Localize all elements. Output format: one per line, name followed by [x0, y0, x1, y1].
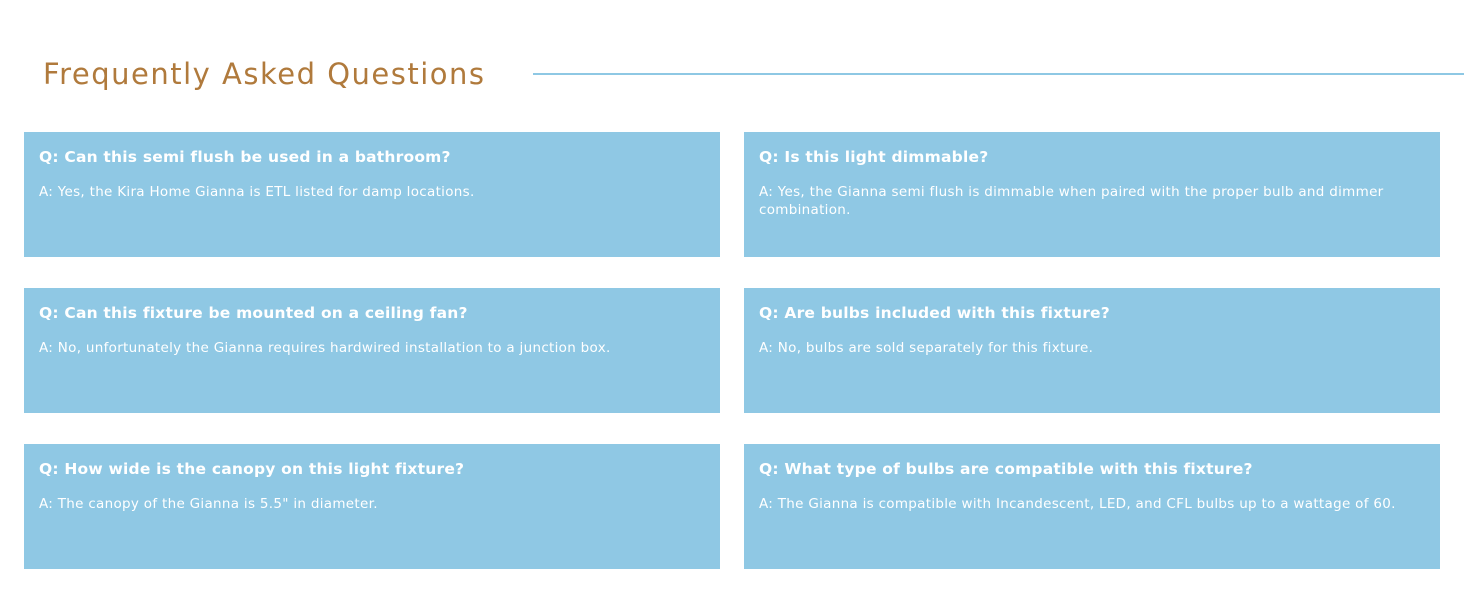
faq-card-bulbs-included [744, 288, 1440, 413]
faq-title: Frequently Asked Questions [43, 57, 486, 91]
faq-question: Q: Can this semi flush be used in a bathroom? [39, 148, 451, 166]
faq-question: Q: How wide is the canopy on this light fixture? [39, 460, 465, 478]
faq-answer: A: Yes, the Kira Home Gianna is ETL listed for damp locations. [39, 184, 475, 200]
faq-card-ceiling-fan [24, 288, 720, 413]
faq-card-canopy-width [24, 444, 720, 569]
faq-answer: A: No, bulbs are sold separately for this fixture. [759, 340, 1094, 356]
faq-header [0, 0, 1464, 132]
title-divider [533, 73, 1464, 75]
faq-answer: A: No, unfortunately the Gianna requires hardwired installation to a junction box. [39, 340, 611, 356]
faq-answer: A: The canopy of the Gianna is 5.5" in diameter. [39, 496, 378, 512]
faq-card-dimmable [744, 132, 1440, 257]
faq-question: Q: Is this light dimmable? [759, 148, 989, 166]
faq-question: Q: Can this fixture be mounted on a ceiling fan? [39, 304, 468, 322]
faq-question: Q: Are bulbs included with this fixture? [759, 304, 1110, 322]
faq-question: Q: What type of bulbs are compatible with this fixture? [759, 460, 1253, 478]
faq-grid [24, 132, 1440, 569]
faq-card-bulb-compatibility [744, 444, 1440, 569]
faq-card-bathroom [24, 132, 720, 257]
faq-answer: A: Yes, the Gianna semi flush is dimmable when paired with the proper bulb and dimmer combination. [759, 184, 1384, 218]
faq-answer: A: The Gianna is compatible with Incandescent, LED, and CFL bulbs up to a wattage of 60. [759, 496, 1396, 512]
